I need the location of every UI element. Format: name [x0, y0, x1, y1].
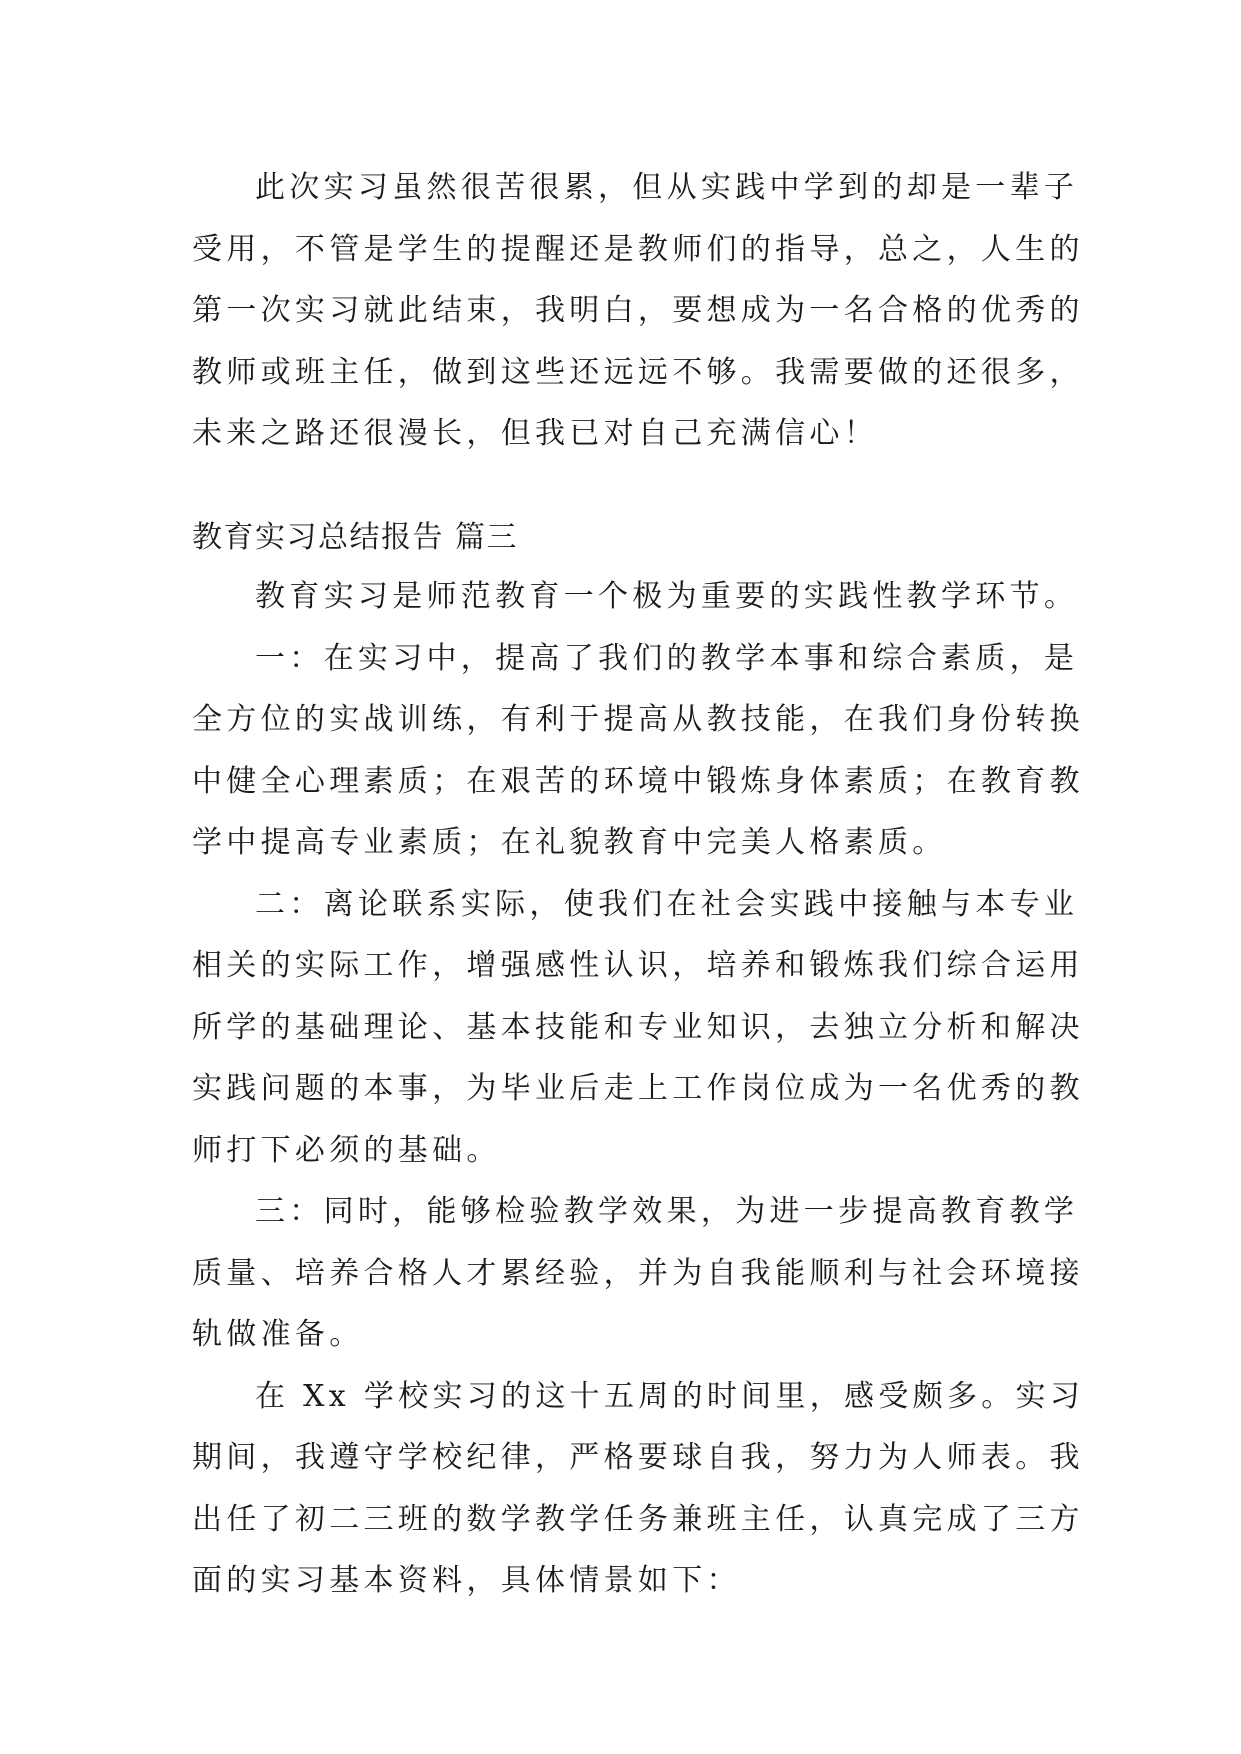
- point-2-line-3: 所学的基础理论、基本技能和专业知识，去独立分析和解决: [192, 1010, 1084, 1045]
- paragraph-last-line-3: 出任了初二三班的数学教学任务兼班主任，认真完成了三方: [192, 1502, 1084, 1537]
- paragraph-last-line-4: 面的实习基本资料，具体情景如下：: [192, 1563, 741, 1598]
- point-3-line-3: 轨做准备。: [192, 1317, 364, 1352]
- paragraph-1-line-4: 教师或班主任，做到这些还远远不够。我需要做的还很多，: [192, 355, 1084, 390]
- paragraph-1-line-2: 受用，不管是学生的提醒还是教师们的指导，总之，人生的: [192, 232, 1084, 267]
- paragraph-last-line-2: 期间，我遵守学校纪律，严格要球自我，努力为人师表。我: [192, 1440, 1084, 1475]
- paragraph-1-line-1: 此次实习虽然很苦很累，但从实践中学到的却是一辈子: [255, 170, 1079, 205]
- point-1-line-1: 一：在实习中，提高了我们的教学本事和综合素质，是: [255, 641, 1079, 676]
- point-2-line-5: 师打下必须的基础。: [192, 1133, 501, 1168]
- point-3-line-2: 质量、培养合格人才累经验，并为自我能顺利与社会环境接: [192, 1256, 1084, 1291]
- paragraph-last-line-1: 在 Xx 学校实习的这十五周的时间里，感受颇多。实习: [255, 1379, 1085, 1414]
- paragraph-1-line-3: 第一次实习就此结束，我明白，要想成为一名合格的优秀的: [192, 293, 1084, 328]
- point-1-line-4: 学中提高专业素质；在礼貌教育中完美人格素质。: [192, 825, 947, 860]
- point-2-line-4: 实践问题的本事，为毕业后走上工作岗位成为一名优秀的教: [192, 1071, 1084, 1106]
- section-heading: 教育实习总结报告 篇三: [192, 520, 519, 555]
- intro-line: 教育实习是师范教育一个极为重要的实践性教学环节。: [255, 579, 1079, 614]
- paragraph-1-line-5: 未来之路还很漫长，但我已对自己充满信心！: [192, 416, 878, 451]
- point-1-line-2: 全方位的实战训练，有利于提高从教技能，在我们身份转换: [192, 702, 1084, 737]
- point-3-line-1: 三：同时，能够检验教学效果，为进一步提高教育教学: [255, 1194, 1079, 1229]
- point-2-line-1: 二：离论联系实际，使我们在社会实践中接触与本专业: [255, 887, 1079, 922]
- point-2-line-2: 相关的实际工作，增强感性认识，培养和锻炼我们综合运用: [192, 948, 1084, 983]
- point-1-line-3: 中健全心理素质；在艰苦的环境中锻炼身体素质；在教育教: [192, 764, 1084, 799]
